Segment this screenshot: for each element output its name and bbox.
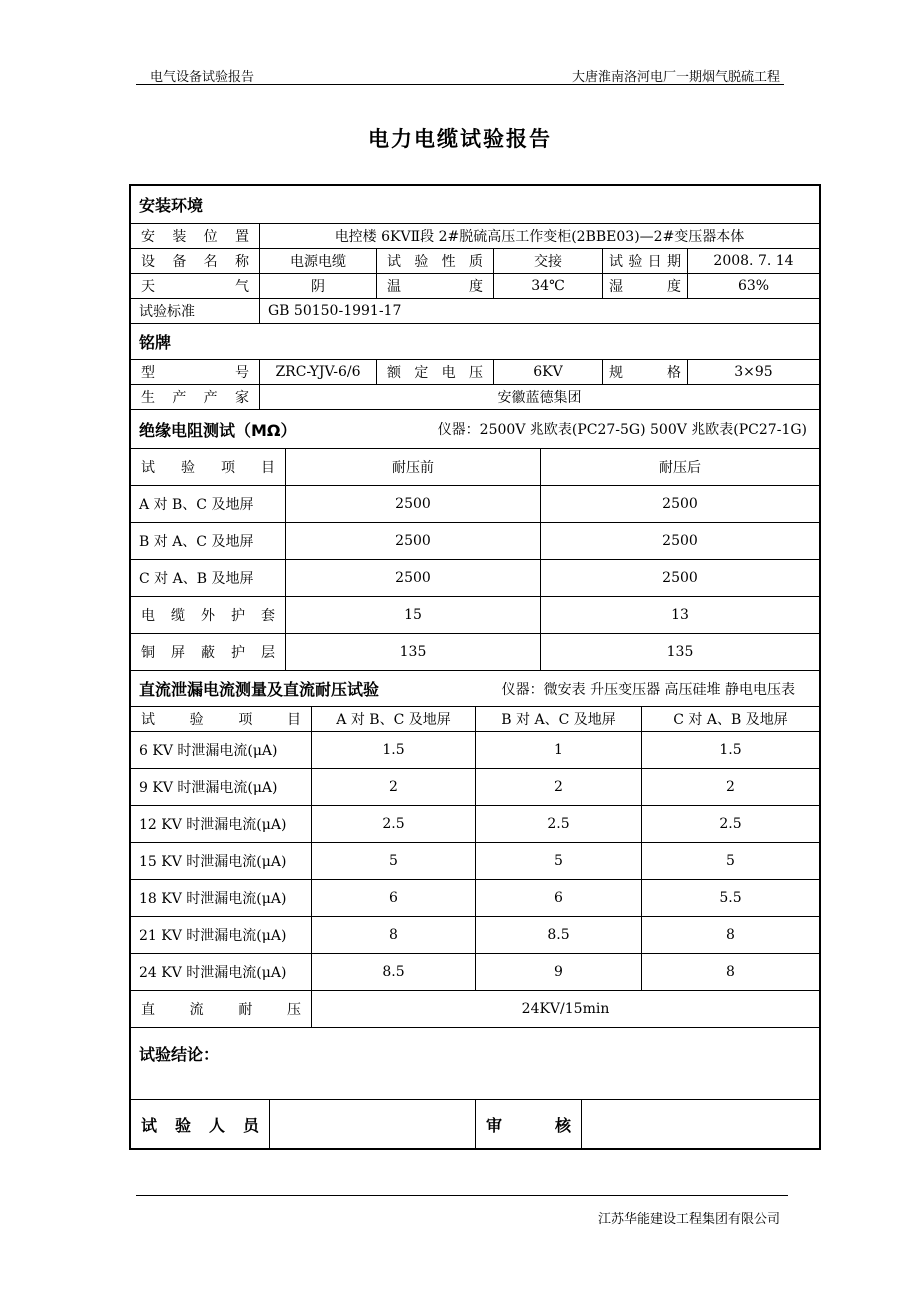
leakage-c: 8 [641, 954, 819, 990]
model-label: 型 号 [141, 365, 249, 381]
signature-row [131, 1100, 819, 1148]
header-right: 大唐淮南洛河电厂一期烟气脱硫工程 [571, 70, 780, 85]
insulation-instruments: 仪器：2500V 兆欧表(PC27-5G) 500V 兆欧表(PC27-1G) [437, 422, 807, 438]
leakage-c: 5.5 [641, 880, 819, 916]
table-row [131, 523, 819, 560]
leakage-c: 2 [641, 769, 819, 805]
leakage-b: 6 [475, 880, 641, 916]
footer-company: 江苏华能建设工程集团有限公司 [597, 1212, 780, 1227]
table-row [131, 486, 819, 523]
voltage-label: 额 定 电 压 [376, 360, 493, 384]
standard-value: GB 50150-1991-17 [259, 299, 819, 323]
insulation-header-row [131, 449, 819, 486]
humidity-value: 63% [687, 274, 819, 298]
device-label: 设 备 名 称 [141, 254, 249, 270]
section-leakage-row [131, 671, 819, 707]
dc-withstand-value: 24KV/15min [311, 991, 819, 1027]
leakage-item: 18 KV 时泄漏电流(μA) [139, 891, 287, 907]
table-row [131, 806, 819, 843]
insulation-item: 电 缆 外 护 套 [141, 608, 275, 624]
maker-value: 安徽蓝德集团 [259, 385, 819, 409]
leakage-col-b: B 对 A、C 及地屏 [475, 707, 641, 731]
leakage-col-a: A 对 B、C 及地屏 [311, 707, 475, 731]
insulation-before: 2500 [285, 486, 540, 522]
insulation-item: C 对 A、B 及地屏 [139, 571, 254, 587]
section-insulation-title: 绝缘电阻测试（MΩ） [139, 420, 297, 440]
leakage-c: 5 [641, 843, 819, 879]
table-row [131, 597, 819, 634]
insulation-before: 2500 [285, 560, 540, 596]
footer-rule [136, 1195, 788, 1196]
insulation-after: 2500 [540, 523, 819, 559]
insulation-after: 135 [540, 634, 819, 670]
weather-label: 天 气 [141, 279, 249, 295]
conclusion-label: 试验结论： [139, 1045, 220, 1064]
insulation-item: B 对 A、C 及地屏 [139, 534, 254, 550]
section-nameplate-title: 铭牌 [139, 333, 172, 352]
leakage-a: 6 [311, 880, 475, 916]
table-row [131, 769, 819, 806]
insulation-before: 15 [285, 597, 540, 633]
tester-signature-field[interactable] [269, 1100, 475, 1148]
page-title: 电力电缆试验报告 [368, 127, 552, 151]
device-value: 电源电缆 [259, 249, 376, 273]
leakage-instruments: 仪器：微安表 升压变压器 高压硅堆 静电电压表 [501, 681, 795, 698]
reviewer-label: 审 核 [475, 1100, 581, 1148]
tester-label: 试 验 人 员 [141, 1115, 259, 1135]
table-row [131, 843, 819, 880]
maker-label: 生 产 产 家 [141, 390, 249, 406]
leakage-item: 9 KV 时泄漏电流(μA) [139, 780, 278, 796]
table-row [131, 634, 819, 671]
weather-value: 阴 [259, 274, 376, 298]
leakage-a: 2.5 [311, 806, 475, 842]
insulation-col-before: 耐压前 [285, 449, 540, 485]
model-value: ZRC-YJV-6/6 [259, 360, 376, 384]
leakage-b: 9 [475, 954, 641, 990]
leakage-a: 8 [311, 917, 475, 953]
temp-label: 温 度 [376, 274, 493, 298]
device-row [131, 249, 819, 274]
leakage-b: 2.5 [475, 806, 641, 842]
leakage-a: 5 [311, 843, 475, 879]
insulation-before: 135 [285, 634, 540, 670]
maker-row [131, 385, 819, 410]
date-value: 2008. 7. 14 [687, 249, 819, 273]
report-table [129, 184, 821, 1150]
leakage-b: 8.5 [475, 917, 641, 953]
leakage-item: 12 KV 时泄漏电流(μA) [139, 817, 287, 833]
location-row [131, 224, 819, 249]
standard-row [131, 299, 819, 324]
insulation-after: 2500 [540, 560, 819, 596]
humidity-label: 湿 度 [602, 274, 687, 298]
insulation-col-item: 试 验 项 目 [141, 460, 275, 476]
leakage-b: 1 [475, 732, 641, 768]
leakage-a: 2 [311, 769, 475, 805]
dc-withstand-label: 直 流 耐 压 [141, 1002, 301, 1018]
section-leakage-title: 直流泄漏电流测量及直流耐压试验 [139, 680, 380, 699]
leakage-c: 8 [641, 917, 819, 953]
section-install-title: 安装环境 [139, 196, 204, 215]
header-rule [136, 84, 784, 85]
leakage-item: 15 KV 时泄漏电流(μA) [139, 854, 287, 870]
weather-row [131, 274, 819, 299]
insulation-col-after: 耐压后 [540, 449, 819, 485]
leakage-a: 8.5 [311, 954, 475, 990]
header-left: 电气设备试验报告 [150, 70, 255, 85]
date-label: 试 验 日 期 [602, 249, 687, 273]
spec-value: 3×95 [687, 360, 819, 384]
insulation-before: 2500 [285, 523, 540, 559]
leakage-item: 24 KV 时泄漏电流(μA) [139, 965, 287, 981]
temp-value: 34℃ [493, 274, 602, 298]
leakage-item: 6 KV 时泄漏电流(μA) [139, 743, 278, 759]
nature-value: 交接 [493, 249, 602, 273]
location-label: 安 装 位 置 [141, 229, 249, 245]
insulation-item: A 对 B、C 及地屏 [139, 497, 254, 513]
insulation-after: 2500 [540, 486, 819, 522]
leakage-item: 21 KV 时泄漏电流(μA) [139, 928, 287, 944]
insulation-after: 13 [540, 597, 819, 633]
reviewer-signature-field[interactable] [581, 1100, 819, 1148]
table-row [131, 954, 819, 991]
section-insulation-row [131, 410, 819, 449]
leakage-b: 2 [475, 769, 641, 805]
leakage-b: 5 [475, 843, 641, 879]
leakage-c: 1.5 [641, 732, 819, 768]
insulation-item: 铜 屏 蔽 护 层 [141, 645, 275, 661]
leakage-c: 2.5 [641, 806, 819, 842]
location-value: 电控楼 6KVⅡ段 2#脱硫高压工作变柜(2BBE03)—2#变压器本体 [259, 224, 819, 248]
standard-label: 试验标准 [139, 304, 195, 320]
conclusion-row [131, 1028, 819, 1100]
table-row [131, 732, 819, 769]
spec-label: 规 格 [602, 360, 687, 384]
table-row [131, 560, 819, 597]
voltage-value: 6KV [493, 360, 602, 384]
nature-label: 试 验 性 质 [376, 249, 493, 273]
leakage-col-item: 试 验 项 目 [141, 712, 301, 728]
leakage-a: 1.5 [311, 732, 475, 768]
model-row [131, 360, 819, 385]
leakage-col-c: C 对 A、B 及地屏 [641, 707, 819, 731]
dc-withstand-row [131, 991, 819, 1028]
table-row [131, 880, 819, 917]
section-install-row [131, 186, 819, 224]
leakage-header-row [131, 707, 819, 732]
table-row [131, 917, 819, 954]
section-nameplate-row [131, 324, 819, 360]
